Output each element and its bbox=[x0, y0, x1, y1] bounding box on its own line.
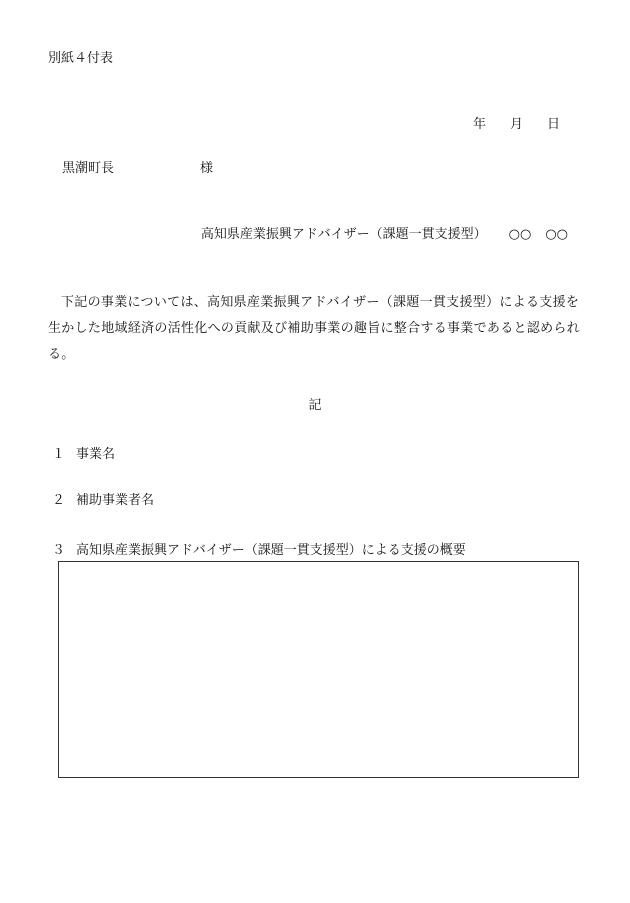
item-support-summary bbox=[52, 544, 466, 557]
date-day: 日 bbox=[546, 117, 560, 132]
sender-name-part1: ○○ bbox=[508, 227, 532, 242]
body-paragraph: 下記の事業については、高知県産業振興アドバイザー（課題一貫支援型）による支援を生かした地域経済の活性化への貢献及び補助事業の趣旨に整合する事業であると認められる。 bbox=[48, 295, 581, 362]
form-label: 別紙４付表 bbox=[48, 51, 114, 66]
item-label: 高知県産業振興アドバイザー（課題一貫支援型）による支援の概要 bbox=[76, 543, 466, 558]
ki-heading: 記 bbox=[308, 398, 322, 413]
item-grantee-name bbox=[52, 494, 154, 507]
item-number: ３ bbox=[52, 543, 66, 558]
addressee bbox=[62, 162, 213, 175]
sender-name bbox=[509, 228, 568, 241]
item-project-name bbox=[52, 448, 115, 461]
date-year: 年 bbox=[472, 117, 486, 132]
sender-title: 高知県産業振興アドバイザー（課題一貫支援型） bbox=[200, 227, 487, 242]
item-number: １ bbox=[52, 447, 66, 462]
item-label: 事業名 bbox=[76, 447, 116, 462]
support-summary-box[interactable] bbox=[58, 561, 579, 778]
sender-name-part2: ○○ bbox=[545, 227, 568, 242]
item-label: 補助事業者名 bbox=[76, 493, 155, 508]
date-month: 月 bbox=[509, 117, 523, 132]
item-number: ２ bbox=[52, 493, 66, 508]
addressee-name: 黒潮町長 bbox=[62, 161, 115, 176]
sender bbox=[201, 228, 568, 241]
date-line bbox=[473, 118, 560, 131]
addressee-honorific: 様 bbox=[200, 161, 214, 176]
